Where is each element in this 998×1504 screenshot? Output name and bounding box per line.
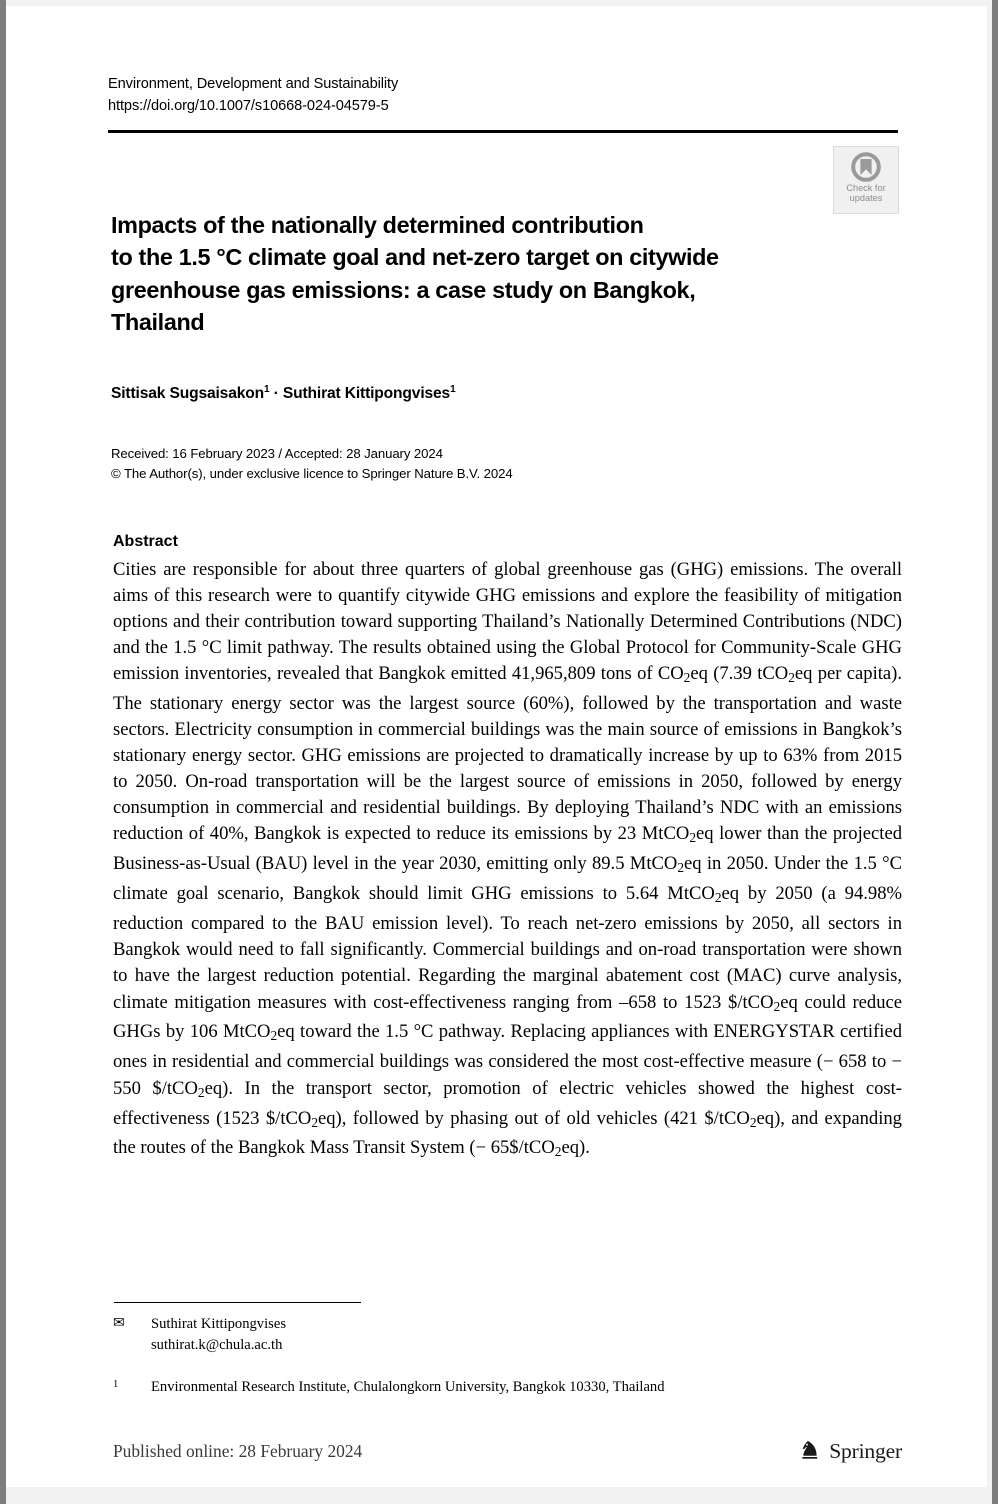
header-divider [108,130,898,133]
copyright-line: © The Author(s), under exclusive licence to Springer Nature B.V. 2024 [111,465,513,481]
check-for-updates-badge[interactable] [833,146,899,214]
footnote-block [113,1314,903,1398]
article-title-line-3: greenhouse gas emissions: a case study on Bangkok, [111,276,696,303]
journal-doi[interactable]: https://doi.org/10.1007/s10668-024-04579-5 [108,97,389,114]
subscript: 2 [197,1084,205,1100]
right-edge-strip [992,0,998,1504]
paper-page [6,6,987,1487]
affiliation-marker: 1 [113,1379,119,1391]
author-affiliation-marker: 1 [264,384,270,395]
subscript: 2 [311,1114,318,1130]
corresponding-author-email[interactable]: suthirat.k@chula.ac.th [151,1336,283,1353]
author-list [111,384,831,403]
author-name: Sittisak Sugsaisakon [111,385,264,403]
subscript: 2 [270,1028,278,1044]
subscript: 2 [773,998,781,1014]
article-title-line-1: Impacts of the nationally determined contribution [111,212,644,238]
received-accepted-line: Received: 16 February 2023 / Accepted: 28 January 2024 [111,446,443,461]
affiliation-text: Environmental Research Institute, Chulalongkorn University, Bangkok 10330, Thailand [151,1379,665,1396]
page-footer [113,1438,902,1464]
article-title-line-4: Thailand [111,309,205,336]
subscript: 2 [749,1114,757,1130]
abstract-body: Cities are responsible for about three quarters of global greenhouse gas (GHG) emissions. The overall aims of this research were to quantify citywide GHG emissions and explore the feasibility of mitigation options and their contribution toward supporting Thailand’s Nationally Determined Contributions (NDC) and the 1.5 °C limit pathway. The results obtained using the Global Protocol for Community-Scale GHG emission inventories, revealed that Bangkok emitted 41,965,809 tons of $CO_2eq$ (7.39 tCO$_2$eq per capita). The stationary energy sector was the largest source (60%), followed by the transportation and waste sectors. Electricity consumption in commercial buildings was the main source of emissions in Bangkok’s stationary energy sector. GHG emissions are projected to dramatically increase by up to 63% from 2015 to 2050. On-road transportation will be the largest source of emissions in 2050, followed by energy consumption in commercial and residential buildings. By deploying Thailand’s NDC with an emissions reduction of 40%, Bangkok is expected to reduce its emissions by 23 MtCO$_2$eq lower than the projected Business-as-Usual (BAU) level in the year 2030, emitting only 89.5 MtCO$_2$eq in 2050. Under the 1.5 °C climate goal scenario, Bangkok should limit GHG emissions to 5.64 MtCO$_2$eq by 2050 (a 94.98% reduction compared to the BAU emission level). To reach net-zero emissions by 2050, all sectors in Bangkok would need to fall significantly. Commercial buildings and on-road transportation were shown to have the largest reduction potential. Regarding the marginal abatement cost (MAC) curve analysis, climate mitigation measures with cost-effectiveness ranging from –658 to 1523 $/tCO$_2$eq could reduce GHGs by 106 MtCO$_2$eq toward the 1.5 °C pathway. Replacing appliances with ENERGYSTAR certified ones in residential and commercial buildings was considered the most cost-effective measure (− 658 to − 550 $/tCO$_2$eq). In the transport sector, promotion of electric vehicles showed the highest cost-effectiveness (1523 $/tCO$_2$eq), followed by phasing out of old vehicles (421 $/tCO$_2$eq), and expanding the routes of the Bangkok Mass Transit System (− 65$/tCO$_2$eq). [113,559,903,1160]
affiliation-row [113,1377,903,1398]
subscript: 2 [677,860,685,876]
journal-header [108,74,898,117]
corresponding-author-name: Suthirat Kittipongvises [151,1316,286,1332]
author-name: Suthirat Kittipongvises [282,385,451,403]
check-for-updates-line2: updates [849,192,883,203]
springer-logo [798,1438,902,1464]
abstract-heading: Abstract [113,533,178,550]
subscript: 2 [683,670,691,686]
envelope-icon: ✉ [113,1316,125,1331]
subscript: 2 [788,670,795,686]
author-affiliation-marker: 1 [450,384,456,395]
corresponding-author-row [113,1314,903,1355]
crossmark-circle-icon [850,151,882,183]
footnote-divider [114,1302,361,1303]
springer-knight-icon [798,1438,824,1464]
subscript: 2 [689,830,696,846]
subscript: 2 [554,1144,562,1160]
springer-wordmark: Springer [829,1438,902,1463]
article-title-line-2: to the 1.5 °C climate goal and net-zero target on citywide [111,244,719,271]
publication-dates [111,444,901,484]
article-title [111,209,831,339]
author-separator: · [269,385,283,403]
check-for-updates-line1: Check for [846,183,886,193]
subscript: 2 [714,890,722,906]
journal-name: Environment, Development and Sustainability [108,76,399,92]
published-online-date: Published online: 28 February 2024 [113,1440,363,1461]
